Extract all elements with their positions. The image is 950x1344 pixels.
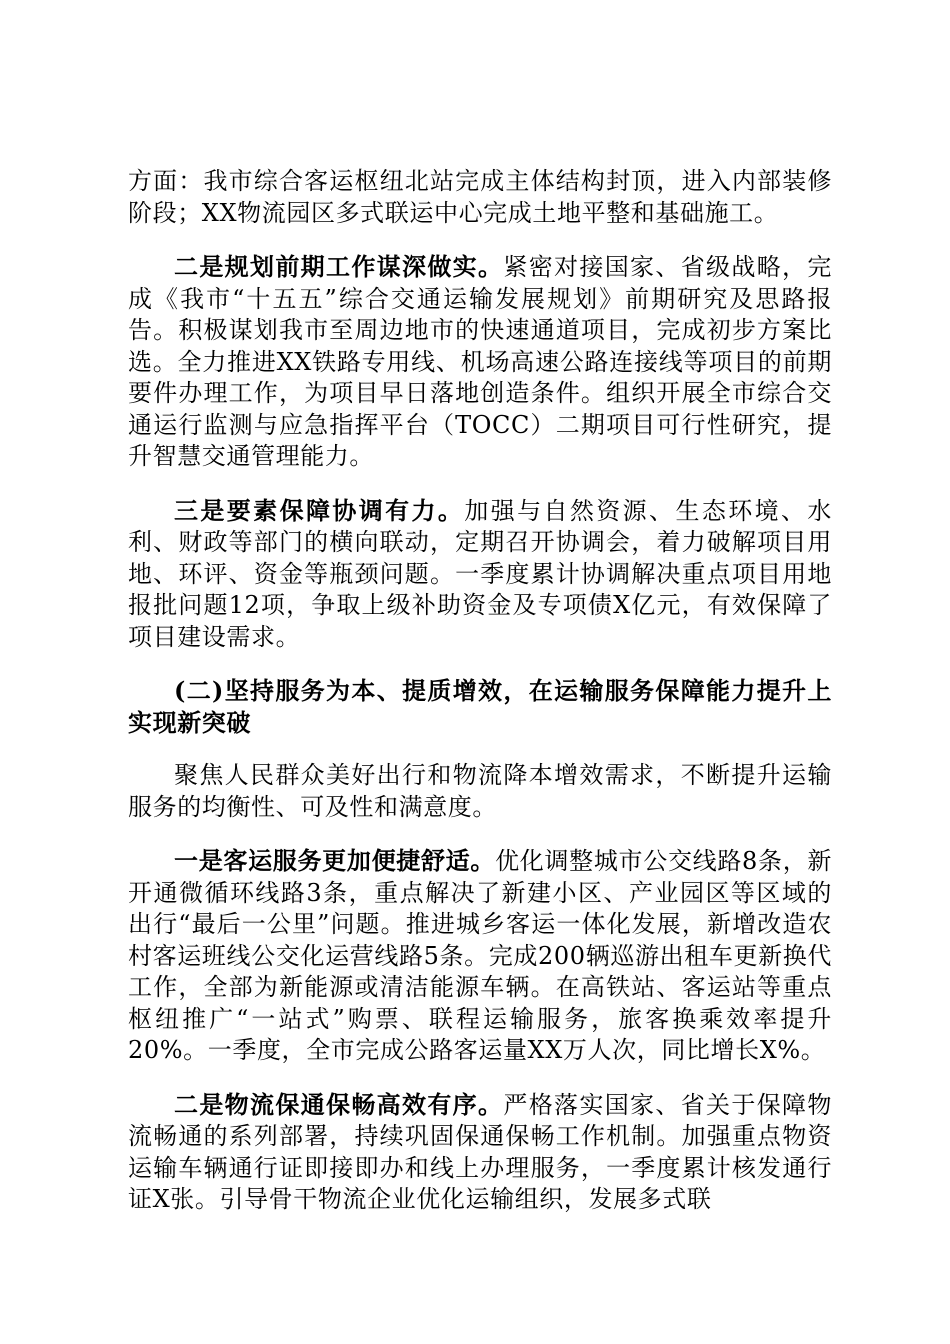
paragraph-text: 加强与自然资源、生态环境、水利、财政等部门的横向联动，定期召开协调会，着力破解项目用地、环评、资金等瓶颈问题。一季度累计协调解决重点项目用地报批问题12项，争取上级补助资金及专项债X亿元，有效保障了项目建设需求。	[128, 496, 832, 651]
document-body	[128, 166, 832, 1238]
paragraph-text: 优化调整城市公交线路8条，新开通微循环线路3条，重点解决了新建小区、产业园区等区域的出行“最后一公里”问题。推进城乡客运一体化发展，新增改造农村客运班线公交化运营线路5条。完成200辆巡游出租车更新换代工作，全部为新能源或清洁能源车辆。在高铁站、客运站等重点枢纽推广“一站式”购票、联程运输服务，旅客换乘效率提升20%。一季度，全市完成公路客运量XX万人次，同比增长X%。	[128, 847, 832, 1064]
paragraph-resources	[128, 495, 832, 654]
paragraph-passenger	[128, 845, 832, 1067]
paragraph-text: 聚焦人民群众美好出行和物流降本增效需求，不断提升运输服务的均衡性、可及性和满意度。	[128, 761, 832, 821]
paragraph-lead: 二是物流保通保畅高效有序。	[174, 1089, 504, 1119]
paragraph-text: 方面：我市综合客运枢纽北站完成主体结构封顶，进入内部装修阶段；XX物流园区多式联运中心完成土地平整和基础施工。	[128, 167, 832, 227]
paragraph-lead: 二是规划前期工作谋深做实。	[174, 252, 504, 281]
section-heading: (二)坚持服务为本、提质增效，在运输服务保障能力提升上实现新突破	[128, 676, 832, 737]
paragraph-continued	[128, 166, 832, 229]
paragraph-text: 严格落实国家、省关于保障物流畅通的系列部署，持续巩固保通保畅工作机制。加强重点物资运输车辆通行证即接即办和线上办理服务，一季度累计核发通行证X张。引导骨干物流企业优化运输组织，发展多式联	[128, 1090, 832, 1213]
paragraph-logistics	[128, 1089, 832, 1216]
paragraph-planning	[128, 251, 832, 473]
paragraph-text: 紧密对接国家、省级战略，完成《我市“十五五”综合交通运输发展规划》前期研究及思路报告。积极谋划我市至周边地市的快速通道项目，完成初步方案比选。全力推进XX铁路专用线、机场高速公路连接线等项目的前期要件办理工作，为项目早日落地创造条件。组织开展全市综合交通运行监测与应急指挥平台（TOCC）二期项目可行性研究，提升智慧交通管理能力。	[128, 253, 832, 470]
paragraph-intro	[128, 760, 832, 823]
paragraph-lead: 三是要素保障协调有力。	[174, 495, 465, 525]
paragraph-lead: 一是客运服务更加便捷舒适。	[174, 846, 496, 875]
